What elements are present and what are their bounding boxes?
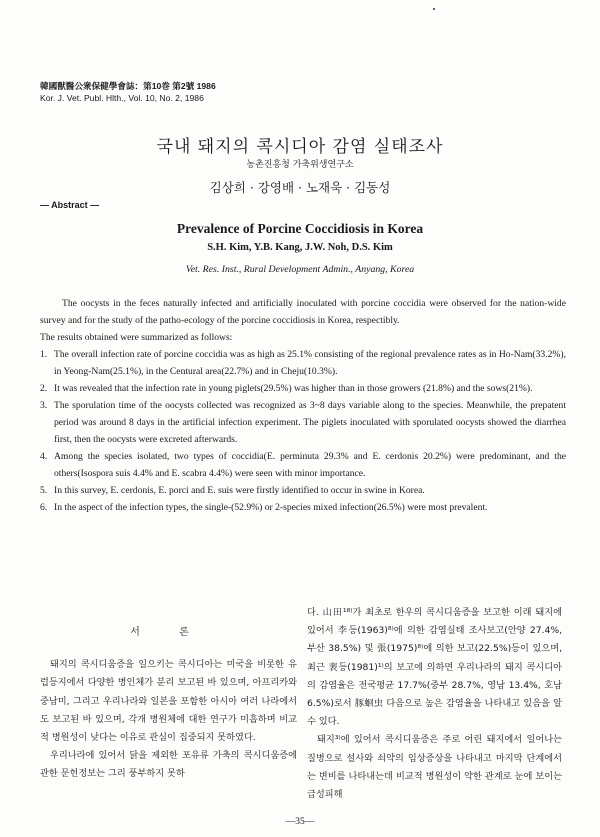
result-number: 3. [40,400,48,411]
abstract-body [40,295,566,516]
abstract-summary-lead: The results obtained were summarized as follows: [40,332,233,343]
result-number: 1. [40,349,48,360]
result-item-4 [40,448,566,482]
english-affiliation: Vet. Res. Inst., Rural Development Admin., Anyang, Korea [185,264,415,275]
body-paragraph: 우리나라에 있어서 닭을 제외한 포유류 가축의 콕시디움증에 관한 문헌정보는 그리 풍부하지 못하 [40,750,297,780]
result-text: The sporulation time of the oocysts collected was recognized as 3~8 days variable along to the species. Meanwhile, the prepatent period was around 8 days in the artificial infection experiment. The piglets inoculated with sporulated oocysts showed the diarrhea first, then the oocysts were excreted afterwards. [54,400,566,445]
result-number: 6. [40,502,48,513]
abstract-label: — Abstract — [40,200,100,210]
english-authors: S.H. Kim, Y.B. Kang, J.W. Noh, D.S. Kim [207,242,393,253]
result-item-6 [40,499,566,516]
result-text: The overall infection rate of porcine coccidia was as high as 25.1% consisting of the regional prevalence rates as in Ho-Nam(33.2%), in Yeong-Nam(25.1%), in the Centural area(22.7%) and in Cheju(10.3%). [54,349,566,377]
result-item-1 [40,346,566,380]
english-title: Prevalence of Porcine Coccidiosis in Korea [176,221,424,236]
abstract-intro: The oocysts in the feces naturally infected and artificially inoculated with porcine coccidia were observed for the nation-wide survey and for the study of the patho-ecology of the porcine coccidiosis in Korea, respectibly. [40,298,566,326]
korean-authors: 김상희 · 강영배 · 노재욱 · 김동성 [209,180,391,195]
body-left-column [40,614,297,784]
result-text: Among the species isolated, two types of coccidia(E. perminuta 29.3% and E. cerdonis 20.2%) were predominant, and the others(Isospora suis 4.4% and E. scabra 4.4%) were seen with minor importance. [54,451,566,479]
result-number: 2. [40,383,48,394]
result-text: In the aspect of the infection types, the single-(52.9%) or 2-species mixed infection(26.5%) were most prevalent. [54,502,488,513]
body-paragraph: 다. 山田¹⁸⁾가 최초로 한우의 콕시디움증을 보고한 이래 돼지에 있어서 李등(1963)⁸⁾에 의한 감염실태 조사보고(안양 27.4%, 부산 38.5%) 및 張(1975)⁸⁾에 의한 보고(22.5%)등이 있으며, 최근 裵등(1981)¹⁾의 보고에 의하면 우리나라의 돼지 콕시디아의 감염율은 전국평균 17.7%(중부 28.7%, 영남 13.4%, 호남 6.5%)로서 豚蛔虫 다음으로 높은 감염율을 나타내고 있음을 알 수 있다. [307,607,562,728]
result-text: It was revealed that the infection rate in young piglets(29.5%) was higher than in those growers (21.8%) and the sows(21%). [54,383,533,394]
result-number: 4. [40,451,48,462]
result-item-3 [40,397,566,448]
body-paragraph: 돼지³⁾에 있어서 콕시디움증은 주로 어린 돼지에서 일어나는 질병으로 설사와 쇠약의 임상증상을 나타내고 마지막 단계에서는 변비를 나타내는데 비교적 병원성이 약한 관계로 눈에 보이는 급성피해 [307,734,562,801]
journal-line-korean: 韓國獸醫公衆保健學會誌：第10巻 第2號 1986 [40,81,216,91]
korean-title: 국내 돼지의 콕시디아 감염 실태조사 [156,137,444,157]
body-right-column [307,604,562,804]
journal-line-english: Kor. J. Vet. Publ. Hlth., Vol. 10, No. 2, 1986 [40,93,204,103]
results-list [40,346,566,516]
journal-header [40,80,216,104]
section-heading-introduction: 서 론 [130,627,207,638]
result-text: In this survey, E. cerdonis, E. porci and E. suis were firstly identified to occur in swine in Korea. [54,485,425,496]
result-number: 5. [40,485,48,496]
result-item-2 [40,380,566,397]
page-number: —35— [285,817,315,827]
result-item-5 [40,482,566,499]
body-paragraph: 돼지의 콕시디움증을 일으키는 콕시디아는 미국을 비롯한 유럽등지에서 다양한 병인체가 분리 보고된 바 있으며, 아프리카와 중남미, 그리고 우리나라와 일본을 포함한 아시아 여러 나라에서도 보고된 바 있으며, 각개 병원체에 대한 연구가 미흡하며 비교적 병원성이 낮다는 이유로 관심이 집중되지 못하였다. [40,659,297,744]
korean-institution: 농촌진흥청 가축위생연구소 [246,160,354,170]
speck [433,8,435,10]
